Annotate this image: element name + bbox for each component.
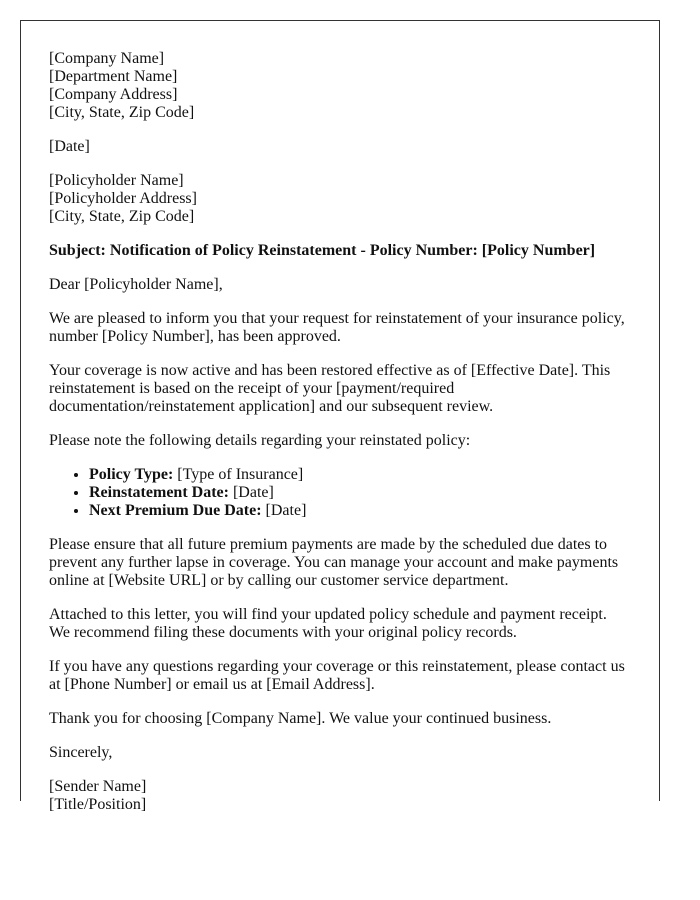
paragraph-payments: Please ensure that all future premium payments are made by the scheduled due dates to prevent any further lapse in coverage. You can manage your account and make payments online at [Website URL] or by calling our customer service department. xyxy=(49,536,619,589)
policyholder-city-state-zip: [City, State, Zip Code] xyxy=(49,208,195,225)
paragraph-coverage-active: Your coverage is now active and has been restored effective as of [Effective Date]. This reinstatement is based on the receipt of your [payment/required documentation/reinstatement application] and our subsequent review. xyxy=(49,362,611,415)
policyholder-name: [Policyholder Name] xyxy=(49,172,184,189)
detail-policy-type xyxy=(89,466,631,484)
paragraph-contact: If you have any questions regarding your coverage or this reinstatement, please contact us at [Phone Number] or email us at [Email Address]. xyxy=(49,658,625,693)
paragraph-details-intro: Please note the following details regarding your reinstated policy: xyxy=(49,432,471,449)
detail-reinstatement-date xyxy=(89,484,631,502)
sender-address-block xyxy=(49,50,631,122)
detail-value: [Type of Insurance] xyxy=(173,466,304,483)
detail-label: Reinstatement Date: xyxy=(89,484,229,501)
closing: Sincerely, xyxy=(49,744,113,761)
sender-title: [Title/Position] xyxy=(49,796,147,813)
policy-details-list xyxy=(49,466,631,520)
detail-label: Next Premium Due Date: xyxy=(89,502,262,519)
company-city-state-zip: [City, State, Zip Code] xyxy=(49,104,195,121)
detail-label: Policy Type: xyxy=(89,466,174,483)
company-address: [Company Address] xyxy=(49,86,178,103)
subject-line: Subject: Notification of Policy Reinstatement - Policy Number: [Policy Number] xyxy=(49,242,596,259)
sender-name: [Sender Name] xyxy=(49,778,147,795)
detail-value: [Date] xyxy=(261,502,307,519)
paragraph-approval: We are pleased to inform you that your request for reinstatement of your insurance policy, number [Policy Number], has been approved. xyxy=(49,310,625,345)
paragraph-thanks: Thank you for choosing [Company Name]. We value your continued business. xyxy=(49,710,552,727)
paragraph-attachments: Attached to this letter, you will find your updated policy schedule and payment receipt. We recommend filing these documents with your original policy records. xyxy=(49,606,607,641)
letter-page xyxy=(20,20,660,813)
recipient-address-block xyxy=(49,172,631,226)
salutation: Dear [Policyholder Name], xyxy=(49,276,223,293)
signature-block xyxy=(49,778,631,814)
department-name: [Department Name] xyxy=(49,68,178,85)
letter-content xyxy=(21,21,659,814)
policyholder-address: [Policyholder Address] xyxy=(49,190,197,207)
detail-value: [Date] xyxy=(228,484,274,501)
detail-next-premium-due-date xyxy=(89,502,631,520)
company-name: [Company Name] xyxy=(49,50,165,67)
letter-date: [Date] xyxy=(49,138,90,155)
